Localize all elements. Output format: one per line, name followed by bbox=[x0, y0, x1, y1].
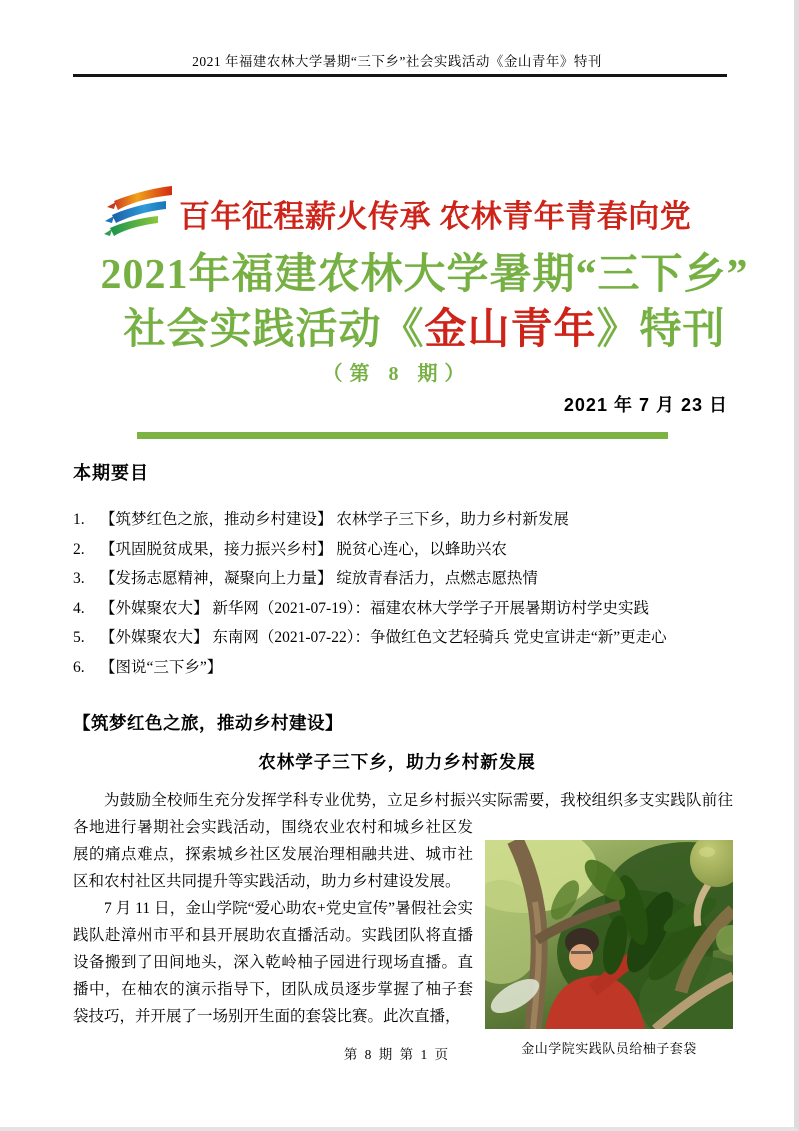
toc-item-number: 4. bbox=[73, 599, 85, 617]
page-footer: 第 8 期 第 1 页 bbox=[343, 1047, 451, 1062]
toc-item bbox=[73, 505, 763, 535]
toc-item-number: 5. bbox=[73, 629, 85, 646]
toc-item-number: 3. bbox=[73, 570, 85, 587]
photo-caption: 金山学院实践队员给柚子套袋 bbox=[521, 1041, 697, 1056]
paragraph-2: 7 月 11 日，金山学院“爱心助农+党史宣传”暑假社会实践队赴漳州市平和县开展助农直播活动。实践团队将直播设备搬到了田间地头，深入乾岭柚子园进行现场直播。直播中，在柚农的演示指导下，团队成员逐步掌握了柚子套袋技巧，并开展了一场别开生面的套袋比赛。此次直播， bbox=[73, 900, 473, 1025]
masthead-slogan: 百年征程薪火传承 农林青年青春向党 bbox=[179, 199, 692, 234]
toc-item-text: 【外媒聚农大】 东南网（2021-07-22）：争做红色文艺轻骑兵 党史宣讲走“新”更走心 bbox=[100, 629, 667, 646]
running-header: 2021 年福建农林大学暑期“三下乡”社会实践活动《金山青年》特刊 bbox=[192, 54, 602, 69]
toc-item-text: 【巩固脱贫成果，接力振兴乡村】 脱贫心连心，以蜂助兴农 bbox=[100, 540, 507, 558]
toc-item-number: 2. bbox=[73, 540, 85, 558]
title-line-2-prefix: 社会实践活动《 bbox=[123, 307, 425, 353]
masthead-title-line-2 bbox=[0, 296, 794, 356]
paragraph-1: 为鼓励全校师生充分发挥学科专业优势，立足乡村振兴实际需要，我校组织多支实践队前往各地进行暑期社会实践活动，围绕农业农村和城乡社区发展的痛点难点，探索城乡社区发展治理相融共进、城市社区和农村社区共同提升等实践活动，助力乡村建设发展。 bbox=[73, 792, 733, 890]
toc-item-number: 1. bbox=[73, 511, 85, 528]
issue-date: 2021 年 7 月 23 日 bbox=[563, 395, 728, 415]
green-divider-bar bbox=[137, 432, 668, 439]
toc-item-text: 【外媒聚农大】 新华网（2021-07-19）：福建农林大学学子开展暑期访村学史实践 bbox=[100, 599, 649, 617]
masthead-title-line-1: 2021年福建农林大学暑期“三下乡” bbox=[100, 252, 749, 298]
toc-item bbox=[73, 535, 763, 565]
toc-item bbox=[73, 564, 763, 594]
university-youth-league-logo-icon bbox=[104, 183, 176, 241]
toc-item-text: 【发扬志愿精神，凝聚向上力量】 绽放青春活力，点燃志愿热情 bbox=[100, 570, 538, 587]
toc-item bbox=[73, 623, 763, 653]
header-rule bbox=[73, 74, 727, 77]
article-subtitle: 农林学子三下乡，助力乡村新发展 bbox=[258, 752, 536, 772]
title-line-2-suffix: 》特刊 bbox=[596, 307, 726, 353]
article-section-title: 【筑梦红色之旅，推动乡村建设】 bbox=[73, 713, 343, 733]
pomelo-orchard-photo bbox=[485, 840, 733, 1029]
title-line-2-journal-name: 金山青年 bbox=[424, 307, 597, 353]
toc-heading: 本期要目 bbox=[73, 463, 149, 483]
toc-list bbox=[73, 505, 763, 682]
article-body bbox=[73, 787, 733, 1066]
article-photo-figure bbox=[485, 840, 733, 1062]
toc-item-text: 【图说“三下乡”】 bbox=[100, 658, 223, 676]
toc-item-text: 【筑梦红色之旅，推动乡村建设】 农林学子三下乡，助力乡村新发展 bbox=[100, 511, 569, 528]
toc-item-number: 6. bbox=[73, 658, 85, 676]
issue-number: （第 8 期） bbox=[322, 363, 472, 385]
toc-item bbox=[73, 594, 763, 624]
toc-item bbox=[73, 653, 763, 683]
